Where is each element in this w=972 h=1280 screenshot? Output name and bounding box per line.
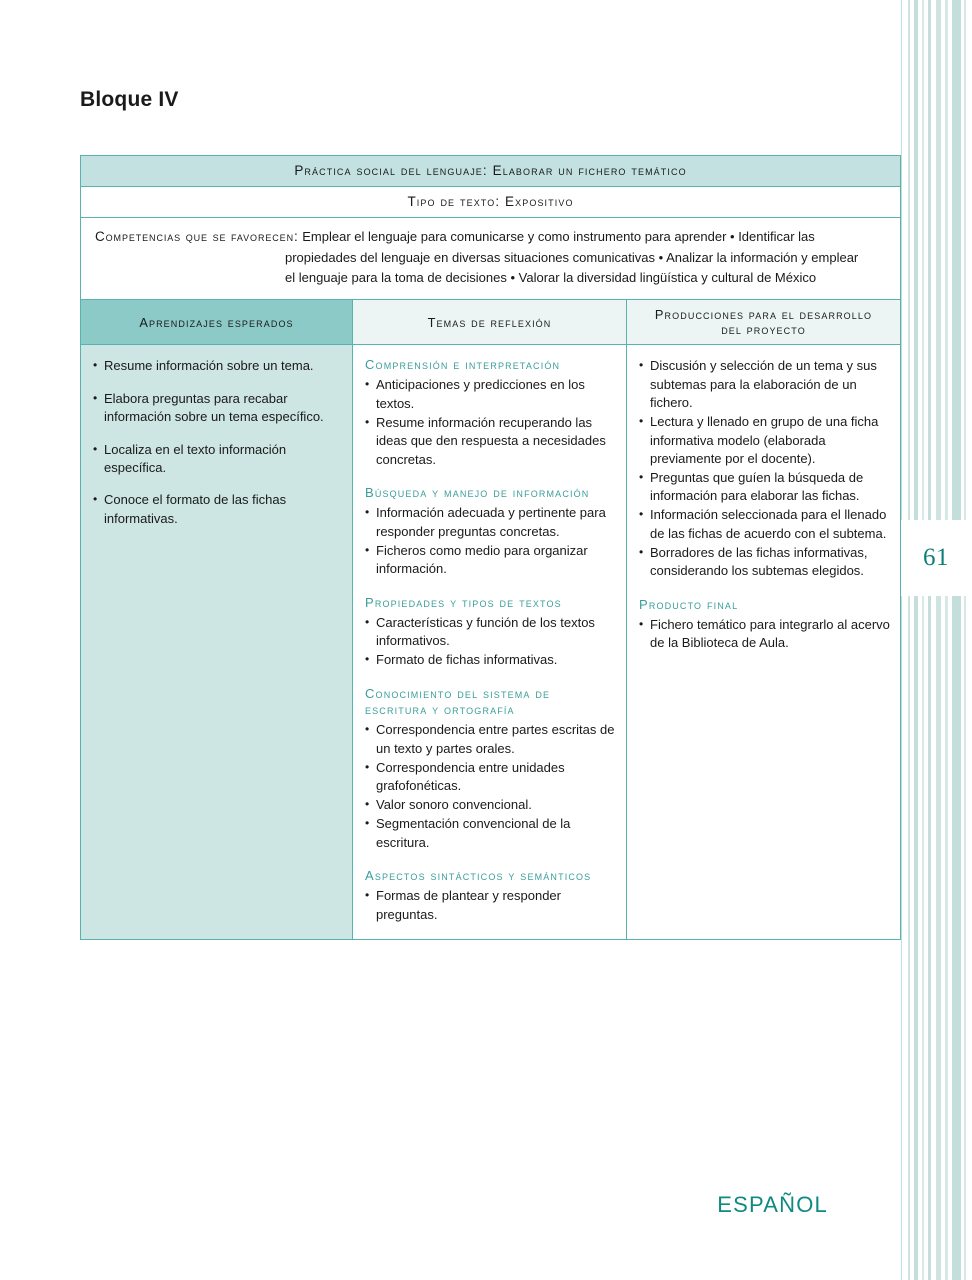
decorative-stripe-band [900,0,972,1280]
temas-group-list [365,887,616,924]
list-item: • Borradores de las fichas informativas, considerando los subtemas elegidos. [639,544,890,581]
stripe [908,0,910,1280]
column-header-row [81,300,900,345]
stripe [928,0,931,1280]
producciones-list [639,357,890,580]
competencies-line-3: el lenguaje para la toma de decisiones • Valorar la diversidad lingüística y cultural de México [285,270,817,286]
producto-final-list [639,616,890,653]
text-type-row: Tipo de texto: Expositivo [81,187,900,218]
temas-group-heading: Conocimiento del sistema de escritura y ortografía [365,685,551,718]
column-header-aprendizajes: Aprendizajes esperados [81,300,353,344]
column-header-producciones [627,300,900,344]
competencies-row [81,218,900,300]
stripe [964,0,966,1280]
list-item: • Ficheros como medio para organizar información. [365,542,616,579]
practice-row: Práctica social del lenguaje: Elaborar un fichero temático [81,156,900,187]
temas-group-heading: Búsqueda y manejo de información [365,485,590,501]
list-item: • Valor sonoro convencional. [365,796,616,814]
column-producciones [627,345,900,939]
page-title: Bloque IV [80,88,179,111]
stripe [914,0,918,1280]
list-item: • Fichero temático para integrarlo al acervo de la Biblioteca de Aula. [639,616,890,653]
temas-group [365,485,616,579]
temas-group-list [365,376,616,469]
stripe [945,0,948,1280]
stripe [952,0,961,1280]
competencies-label: Competencias que se favorecen: [95,229,299,244]
list-item: • Formas de plantear y responder preguntas. [365,887,616,924]
column-temas [353,345,627,939]
page-number: 61 [923,544,949,571]
page-number-plate [900,520,972,596]
list-item: • Lectura y llenado en grupo de una ficha informativa modelo (elaborada previamente por el docente). [639,413,890,468]
competencies-line-1: Emplear el lenguaje para comunicarse y como instrumento para aprender • Identificar las [302,229,815,244]
list-item: • Correspondencia entre partes escritas de un texto y partes orales. [365,721,616,758]
temas-group-heading: Comprensión e interpretación [365,357,561,373]
list-item: • Discusión y selección de un tema y sus subtemas para la elaboración de un fichero. [639,357,890,412]
column-header-producciones-line2: del proyecto [721,322,806,338]
list-item: • Segmentación convencional de la escritura. [365,815,616,852]
list-item: • Correspondencia entre unidades grafofonéticas. [365,759,616,796]
temas-group-list [365,504,616,578]
temas-group [365,686,616,852]
stripe [922,0,924,1280]
aprendizajes-list [93,357,342,528]
list-item: • Preguntas que guíen la búsqueda de información para elaborar las fichas. [639,469,890,506]
temas-group [365,868,616,924]
temas-group-list [365,721,616,852]
producto-final-group [639,597,890,653]
column-aprendizajes [81,345,353,939]
list-item: • Características y función de los textos informativos. [365,614,616,651]
list-item: • Resume información sobre un tema. [93,357,342,375]
temas-groups [365,357,616,924]
list-item: • Anticipaciones y predicciones en los textos. [365,376,616,413]
list-item: • Resume información recuperando las ideas que den respuesta a necesidades concretas. [365,414,616,469]
list-item: • Conoce el formato de las fichas informativas. [93,491,342,528]
producto-final-heading: Producto final [639,596,739,612]
temas-group-list [365,614,616,670]
temas-group [365,595,616,670]
column-header-producciones-line1: Producciones para el desarrollo [654,307,873,323]
temas-group [365,357,616,469]
list-item: • Información adecuada y pertinente para responder preguntas concretas. [365,504,616,541]
list-item: • Información seleccionada para el llenado de las fichas de acuerdo con el subtema. [639,506,890,543]
list-item: • Localiza en el texto información específica. [93,441,342,478]
list-item: • Formato de fichas informativas. [365,651,616,669]
temas-group-heading: Aspectos sintácticos y semánticos [365,868,592,884]
column-body-row [81,345,900,939]
stripe [936,0,941,1280]
curriculum-table [80,155,901,940]
subject-footer-label: ESPAÑOL [717,1192,828,1217]
competencies-line-2: propiedades del lenguaje en diversas situaciones comunicativas • Analizar la información y emplear [285,249,859,265]
column-header-temas: Temas de reflexión [353,300,627,344]
temas-group-heading: Propiedades y tipos de textos [365,594,562,610]
list-item: • Elabora preguntas para recabar información sobre un tema específico. [93,390,342,427]
